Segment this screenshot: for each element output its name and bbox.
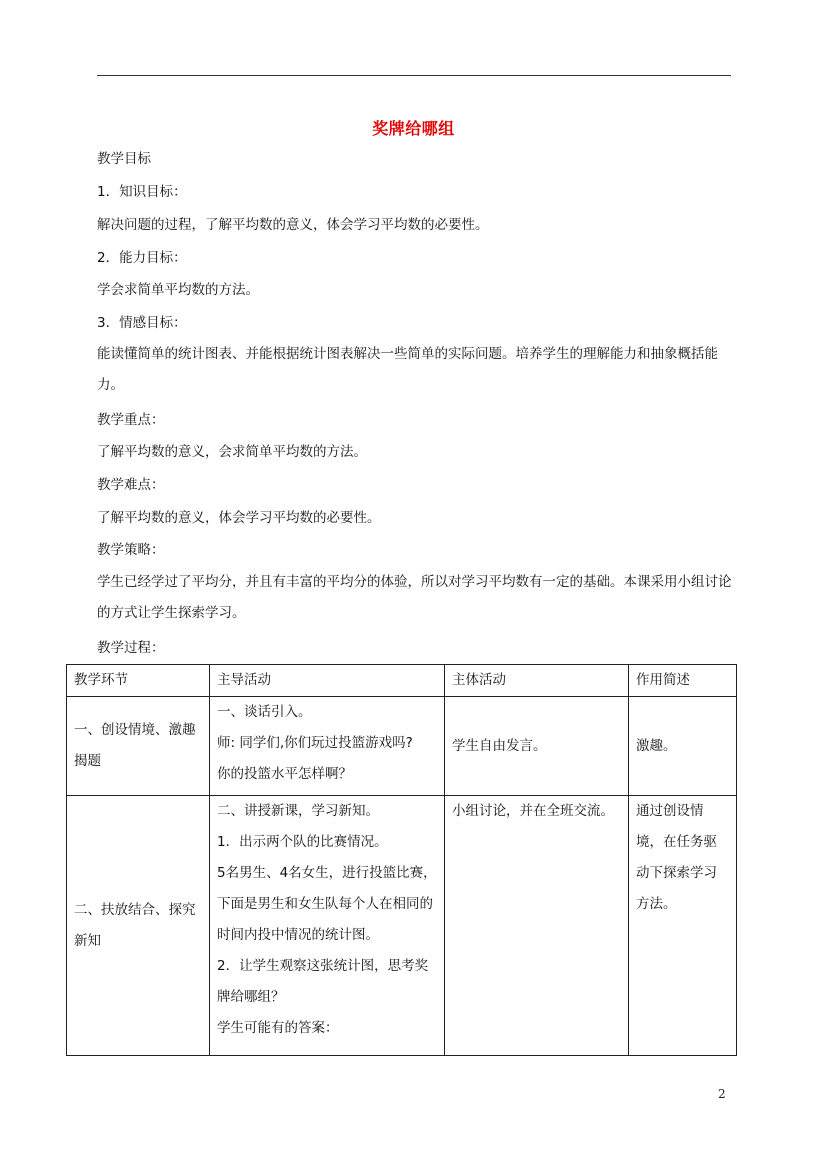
difficulty-heading: 教学难点：	[97, 477, 165, 493]
strategy-text: 学生已经学过了平均分，并且有丰富的平均分的体验，所以对学习平均数有一定的基础。本课采用小组讨论的方式让学生探索学习。	[97, 574, 732, 621]
lead-line: 学生可能有的答案：	[217, 1020, 339, 1036]
table-header-row	[67, 665, 737, 697]
knowledge-heading: 1．知识目标：	[97, 184, 187, 200]
lesson-process-table	[66, 664, 737, 1056]
lead-line: 2．让学生观察这张统计图，思考奖牌给哪组？	[217, 958, 429, 1005]
ability-heading: 2．能力目标：	[97, 250, 187, 266]
ability-text: 学会求简单平均数的方法。	[97, 282, 259, 298]
document-title: 奖牌给哪组	[372, 119, 455, 138]
lead-line: 一、谈话引入。	[217, 704, 312, 720]
purpose-cell: 激趣。	[629, 697, 737, 796]
emotion-text: 能读懂简单的统计图表、并能根据统计图表解决一些简单的实际问题。培养学生的理解能力和抽象概括能力。	[97, 346, 718, 393]
header-student-activity: 主体活动	[445, 665, 629, 697]
header-stage: 教学环节	[67, 665, 210, 697]
header-lead-activity: 主导活动	[210, 665, 445, 697]
lead-line: 二、讲授新课，学习新知。	[217, 803, 379, 819]
student-activity-cell: 学生自由发言。	[445, 697, 629, 796]
header-purpose: 作用简述	[629, 665, 737, 697]
knowledge-text: 解决问题的过程，了解平均数的意义，体会学习平均数的必要性。	[97, 217, 489, 233]
lead-line: 师: 同学们,你们玩过投篮游戏吗?	[217, 735, 413, 751]
lead-line: 你的投篮水平怎样啊？	[217, 766, 352, 782]
lead-line: 1．出示两个队的比赛情况。	[217, 834, 388, 850]
key-heading: 教学重点：	[97, 412, 165, 428]
key-text: 了解平均数的意义，会求简单平均数的方法。	[97, 444, 367, 460]
strategy-heading: 教学策略：	[97, 542, 165, 558]
purpose-cell: 通过创设情境，在任务驱动下探索学习方法。	[629, 796, 737, 1056]
stage-cell: 一、创设情境、激趣揭题	[67, 697, 210, 796]
page-number: 2	[718, 1087, 726, 1101]
process-heading: 教学过程：	[97, 640, 165, 656]
table-row	[67, 796, 737, 1056]
objectives-heading: 教学目标	[97, 151, 151, 167]
header-rule	[97, 75, 731, 76]
stage-cell: 二、扶放结合、探究新知	[67, 796, 210, 1056]
difficulty-text: 了解平均数的意义，体会学习平均数的必要性。	[97, 510, 381, 526]
table-row	[67, 697, 737, 796]
lead-activity-cell	[210, 796, 445, 1056]
emotion-heading: 3．情感目标：	[97, 315, 187, 331]
lead-activity-cell	[210, 697, 445, 796]
lead-line: 5名男生、4名女生，进行投篮比赛，下面是男生和女生队每个人在相同的时间内投中情况的统计图。	[217, 865, 437, 943]
student-activity-cell: 小组讨论，并在全班交流。	[445, 796, 629, 1056]
